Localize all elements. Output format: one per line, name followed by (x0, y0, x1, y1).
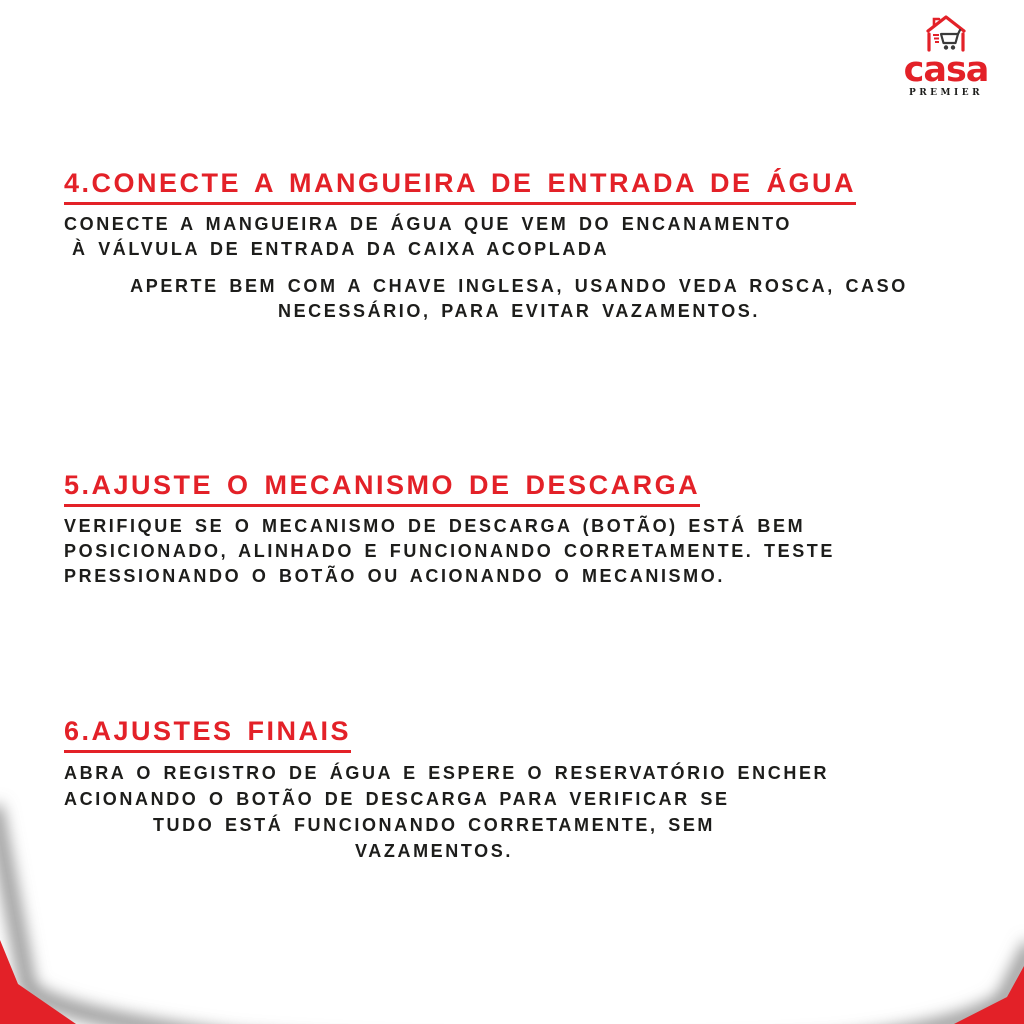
text-line: VAZAMENTOS. (355, 841, 513, 861)
step-4-paragraph-1 (64, 212, 974, 262)
section-step-5 (64, 472, 974, 589)
step-6-title: 6.AJUSTES FINAIS (64, 718, 351, 753)
section-step-6 (64, 718, 974, 864)
text-line: À VÁLVULA DE ENTRADA DA CAIXA ACOPLADA (72, 239, 610, 259)
text-line: PRESSIONANDO O BOTÃO OU ACIONANDO O MECANISMO. (64, 566, 725, 586)
step-4-paragraph-2 (64, 274, 974, 324)
section-step-4 (64, 170, 974, 324)
text-line: CONECTE A MANGUEIRA DE ÁGUA QUE VEM DO ENCANAMENTO (64, 214, 793, 234)
house-cart-icon (923, 14, 969, 54)
text-line: ABRA O REGISTRO DE ÁGUA E ESPERE O RESERVATÓRIO ENCHER (64, 763, 830, 783)
brand-subtitle: PREMIER (908, 88, 984, 98)
text-line: NECESSÁRIO, PARA EVITAR VAZAMENTOS. (277, 301, 761, 321)
text-line: ACIONANDO O BOTÃO DE DESCARGA PARA VERIFICAR SE (64, 789, 730, 809)
brand-logo (886, 14, 1006, 98)
text-line: VERIFIQUE SE O MECANISMO DE DESCARGA (BOTÃO) ESTÁ BEM (64, 516, 806, 536)
step-5-title: 5.AJUSTE O MECANISMO DE DESCARGA (64, 472, 700, 507)
text-line: POSICIONADO, ALINHADO E FUNCIONANDO CORRETAMENTE. TESTE (64, 541, 836, 561)
step-5-paragraph-1 (64, 514, 974, 589)
step-6-paragraph-1 (64, 760, 974, 812)
text-line: APERTE BEM COM A CHAVE INGLESA, USANDO VEDA ROSCA, CASO (130, 276, 908, 296)
text-line: TUDO ESTÁ FUNCIONANDO CORRETAMENTE, SEM (152, 815, 716, 835)
step-6-paragraph-2 (64, 812, 804, 864)
step-4-title: 4.CONECTE A MANGUEIRA DE ENTRADA DE ÁGUA (64, 170, 856, 205)
brand-name: casa (903, 50, 989, 90)
